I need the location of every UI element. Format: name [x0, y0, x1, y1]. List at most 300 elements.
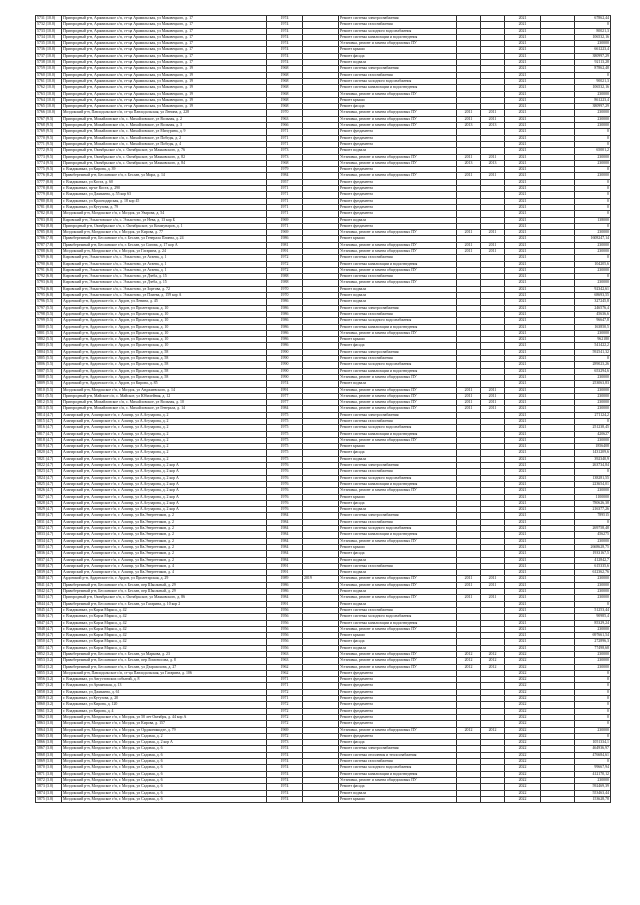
- cell-pl: 2021: [505, 589, 541, 595]
- cell-num: 5817 (4.7): [36, 431, 62, 437]
- cell-yr: 1991: [267, 570, 303, 576]
- cell-sum: 0: [575, 22, 611, 28]
- cell-pl: 2021: [505, 318, 541, 324]
- cell-pl: 2021: [505, 280, 541, 286]
- cell-sum: 230000: [575, 154, 611, 160]
- cell-y1: 2013: [457, 123, 481, 129]
- cell-num: 5833 (4.7): [36, 532, 62, 538]
- cell-sum: 230000: [575, 110, 611, 116]
- cell-addr: Алагирский р-н, Алагирское г/п, г. Алагир, ул А.Агузарова, д. 2: [62, 444, 267, 450]
- cell-yr: 1976: [267, 469, 303, 475]
- cell-work: Ремонт фундамента: [339, 677, 457, 683]
- cell-pl: 2021: [505, 356, 541, 362]
- cell-num: 5867 (3.0): [36, 746, 62, 752]
- cell-yr: 1975: [267, 450, 303, 456]
- cell-yr: 1971: [267, 696, 303, 702]
- cell-work: Ремонт системы электроснабжения: [339, 412, 457, 418]
- cell-addr: Правобережный р-н, Бесланское г/п, г. Беслан, ул Генерала Плиева, д. 24: [62, 236, 267, 242]
- table-row: [36, 796, 611, 802]
- cell-num: 5784 (8.0): [36, 223, 62, 229]
- cell-sum: 271124,2: [575, 412, 611, 418]
- cell-yr: 1974: [267, 381, 303, 387]
- cell-pl: 2021: [505, 305, 541, 311]
- cell-work: Ремонт фундамента: [339, 198, 457, 204]
- cell-sum: 77498,68: [575, 645, 611, 651]
- cell-addr: Алагирский р-н, Алагирское г/п, г. Алагир, ул Кв.Энергетиков, д. 2: [62, 557, 267, 563]
- cell-addr: Моздокский р-н, Моздокское г/п, г. Моздок, ул Кирова, д. 77: [62, 230, 267, 236]
- cell-pl: 2021: [505, 431, 541, 437]
- cell-y2: [481, 796, 505, 802]
- cell-addr: Пригородный р-н, Арамильское с/п, ст-ца Арамильская, ул Маковецкого, д. 17: [62, 16, 267, 22]
- cell-addr: Пригородный р-н, Михайловское с/п, с. Михайловское, ул Вольная, д. 3: [62, 123, 267, 129]
- cell-yr: 1963: [267, 651, 303, 657]
- cell-pl: 2021: [505, 135, 541, 141]
- cell-yr: 1968: [267, 85, 303, 91]
- cell-addr: Правобережный р-н, Бесланское г/п, г. Беслан, пер Школьный, д. 29: [62, 589, 267, 595]
- cell-yr: 1972: [267, 267, 303, 273]
- cell-num: 5830 (4.7): [36, 513, 62, 519]
- cell-addr: Моздокский р-н, Моздокское г/п, г. Моздок, ул Садовая, д. 6: [62, 759, 267, 765]
- cell-yr: 1968: [267, 97, 303, 103]
- cell-addr: Кировский р-н, Эльхотовское с/п, с. Эльхотово, ул Дзеба, д. 15: [62, 280, 267, 286]
- cell-work: Ремонт фундамента: [339, 733, 457, 739]
- cell-work: Установка, ремонт и замена общедомовых ПУ: [339, 488, 457, 494]
- cell-addr: Ардонский р-н, Ардонское г/п, г. Ардон, ул Ленина, д. 45: [62, 299, 267, 305]
- cell-yr: 1970: [267, 286, 303, 292]
- cell-work: Установка, ремонт и замена общедомовых ПУ: [339, 248, 457, 254]
- cell-yr: 1968: [267, 66, 303, 72]
- cell-sum: 0: [575, 167, 611, 173]
- cell-work: Установка, ремонт и замена общедомовых ПУ: [339, 538, 457, 544]
- cell-work: Ремонт фасада: [339, 639, 457, 645]
- cell-num: 5857 (3.2): [36, 683, 62, 689]
- cell-pl: 2021: [505, 538, 541, 544]
- cell-addr: Правобережный р-н, Бесланское г/п, г. Беслан, ул Дзарахохова, д. 27: [62, 664, 267, 670]
- cell-y1: 2011: [457, 582, 481, 588]
- cell-pl: 2022: [505, 651, 541, 657]
- cell-sum: 230000: [575, 777, 611, 783]
- cell-sum: 230000: [575, 651, 611, 657]
- cell-pl: 2021: [505, 494, 541, 500]
- cell-sum: 153628,78: [575, 796, 611, 802]
- cell-addr: Моздокский р-н, Моздокское г/п, г. Моздок, ул Садовая, д. 6: [62, 796, 267, 802]
- cell-yr: 1986: [267, 299, 303, 305]
- cell-work: Ремонт системы электроснабжения: [339, 513, 457, 519]
- cell-num: 5804 (5.5): [36, 349, 62, 355]
- cell-num: 5841 (4.7): [36, 582, 62, 588]
- cell-work: Ремонт системы канализации и водоотведения: [339, 532, 457, 538]
- cell-work: Ремонт фундамента: [339, 179, 457, 185]
- cell-pl: 2022: [505, 784, 541, 790]
- cell-work: Ремонт фасада: [339, 740, 457, 746]
- cell-sum: 230000: [575, 280, 611, 286]
- cell-pl: 2021: [505, 248, 541, 254]
- cell-addr: Кировский р-н, Эльхотовское с/п, с. Эльхотово, ул Агаева, д. 1: [62, 255, 267, 261]
- cell-work: Ремонт системы холодного водоснабжения: [339, 526, 457, 532]
- cell-addr: Пригородный р-н, Арамильское с/п, ст-ца Арамильская, ул Маковецкого, д. 17: [62, 41, 267, 47]
- cell-addr: Правобережный р-н, Бесланское г/п, г. Беслан, ул Маркова, д. 23: [62, 651, 267, 657]
- cell-yr: 1990: [267, 368, 303, 374]
- cell-yr: 1981: [267, 242, 303, 248]
- cell-work: Ремонт крыши: [339, 796, 457, 802]
- cell-work: Установка, ремонт и замена общедомовых ПУ: [339, 727, 457, 733]
- cell-sum: 67862,44: [575, 16, 611, 22]
- cell-num: 5822 (4.7): [36, 463, 62, 469]
- cell-sum: 0: [575, 141, 611, 147]
- cell-num: 5856 (3.2): [36, 677, 62, 683]
- cell-sum: 962180: [575, 337, 611, 343]
- cell-addr: г. Владикавказ, ул Коста, д. 60: [62, 179, 267, 185]
- cell-yr: 1976: [267, 475, 303, 481]
- cell-num: 5808 (5.5): [36, 374, 62, 380]
- cell-addr: Пригородный р-н, Арамильское с/п, ст-ца Арамильская, ул Маковецкого, д. 17: [62, 53, 267, 59]
- cell-work: Ремонт подвала: [339, 601, 457, 607]
- cell-num: 5820 (4.7): [36, 450, 62, 456]
- cell-num: 5814 (4.7): [36, 412, 62, 418]
- cell-y2: 2011: [481, 406, 505, 412]
- cell-addr: Алагирский р-н, Алагирское г/п, г. Алагир, ул А.Агузарова, д. 2 кор А: [62, 475, 267, 481]
- cell-work: Ремонт системы холодного водоснабжения: [339, 318, 457, 324]
- cell-work: Ремонт системы газоснабжения: [339, 356, 457, 362]
- cell-sum: 0: [575, 135, 611, 141]
- cell-y1: 2011: [457, 173, 481, 179]
- cell-yr: 1969: [267, 230, 303, 236]
- cell-work: Установка, ремонт и замена общедомовых ПУ: [339, 123, 457, 129]
- cell-work: Установка, ремонт и замена общедомовых ПУ: [339, 374, 457, 380]
- cell-pl: 2021: [505, 381, 541, 387]
- cell-sum: 380997,29: [575, 104, 611, 110]
- cell-addr: Алагирский р-н, Алагирское г/п, г. Алагир, ул Кв.Энергетиков, д. 2: [62, 538, 267, 544]
- cell-yr: 1991: [267, 601, 303, 607]
- cell-y1: 2011: [457, 595, 481, 601]
- cell-yr: 1971: [267, 129, 303, 135]
- cell-addr: г. Владикавказ, ул Кирова, д. 120: [62, 702, 267, 708]
- cell-pl: 2022: [505, 708, 541, 714]
- cell-pl: 2021: [505, 97, 541, 103]
- cell-num: 5764 (10.0): [36, 97, 62, 103]
- cell-num: 5829 (4.7): [36, 507, 62, 513]
- cell-sum: 230000: [575, 116, 611, 122]
- cell-yr: 1956: [267, 614, 303, 620]
- cell-y2: 2011: [481, 154, 505, 160]
- cell-sum: 0: [575, 274, 611, 280]
- cell-work: Ремонт системы газоснабжения: [339, 72, 457, 78]
- cell-yr: 1973: [267, 148, 303, 154]
- cell-num: 5810 (5.5): [36, 387, 62, 393]
- cell-addr: Алагирский р-н, Алагирское г/п, г. Алагир, ул А.Агузарова, д. 2 кор А: [62, 494, 267, 500]
- cell-pl: 2021: [505, 167, 541, 173]
- cell-num: 5875 (3.0): [36, 796, 62, 802]
- cell-addr: Моздокский р-н, Моздокское г/п, г. Моздок, ул Садовая, д. 6: [62, 752, 267, 758]
- cell-work: Установка, ремонт и замена общедомовых ПУ: [339, 110, 457, 116]
- cell-pl: 2022: [505, 733, 541, 739]
- cell-sum: 412170,12: [575, 771, 611, 777]
- cell-pl: 2021: [505, 123, 541, 129]
- cell-addr: г. Владикавказ, ул Армянская, д. 13: [62, 683, 267, 689]
- cell-num: 5854 (3.2): [36, 664, 62, 670]
- cell-work: Ремонт системы холодного водоснабжения: [339, 475, 457, 481]
- cell-sum: 230000: [575, 267, 611, 273]
- cell-y2: 2011: [481, 387, 505, 393]
- cell-sum: 1051334,1: [575, 740, 611, 746]
- cell-pl: 2021: [505, 507, 541, 513]
- cell-yr: 1975: [267, 437, 303, 443]
- cell-num: 5731 (10.0): [36, 16, 62, 22]
- cell-pl: 2021: [505, 582, 541, 588]
- cell-addr: Алагирский р-н, Алагирское г/п, г. Алагир, ул А.Агузарова, д. 2 кор А: [62, 469, 267, 475]
- cell-pl: 2021: [505, 551, 541, 557]
- cell-addr: Кировский р-н, Эльхотовское с/п, с. Эльхотово, ул Агаева, д. 1: [62, 267, 267, 273]
- cell-addr: Моздокский р-н, Моздокское г/п, г. Моздок, ул Садовая, д. 2: [62, 733, 267, 739]
- cell-yr: 1974: [267, 16, 303, 22]
- cell-work: Ремонт крыши: [339, 633, 457, 639]
- cell-pl: 2021: [505, 85, 541, 91]
- cell-num: 5825 (4.7): [36, 481, 62, 487]
- cell-sum: 380997,29: [575, 53, 611, 59]
- cell-y2: 2012: [481, 651, 505, 657]
- cell-yr: 1991: [267, 248, 303, 254]
- cell-addr: Ардонский р-н, Ардонское г/п, г. Ардон, ул Пролетарская, д. 58: [62, 374, 267, 380]
- cell-sum: 230000: [575, 727, 611, 733]
- cell-yr: 1971: [267, 683, 303, 689]
- cell-work: Ремонт системы газоснабжения: [339, 311, 457, 317]
- cell-sum: 106532,16: [575, 34, 611, 40]
- cell-pl: 2022: [505, 771, 541, 777]
- cell-work: Ремонт системы холодного водоснабжения: [339, 614, 457, 620]
- cell-pl: 2021: [505, 425, 541, 431]
- cell-yr: 1988: [267, 274, 303, 280]
- cell-pl: 2021: [505, 28, 541, 34]
- cell-pl: 2022: [505, 689, 541, 695]
- cell-pl: 2021: [505, 463, 541, 469]
- cell-num: 5783 (8.0): [36, 217, 62, 223]
- cell-addr: Пригородный р-н, Октябрьское с/п, с. Октябрьское, ул Маяковского, д. 82: [62, 154, 267, 160]
- cell-addr: Алагирский р-н, Алагирское г/п, г. Алагир, ул Кв.Энергетиков, д. 2: [62, 544, 267, 550]
- cell-yr: 1986: [267, 330, 303, 336]
- cell-addr: Пригородный р-н, Октябрьское с/п, с. Октябрьское, ул Маяковского, д. 84: [62, 160, 267, 166]
- cell-sum: 230000: [575, 374, 611, 380]
- cell-num: 5775 (9.5): [36, 167, 62, 173]
- cell-pl: 2021: [505, 412, 541, 418]
- cell-addr: Пригородный р-н, Арамильское с/п, ст-ца Арамильская, ул Маковецкого, д. 19: [62, 85, 267, 91]
- cell-work: Установка, ремонт и замена общедомовых ПУ: [339, 777, 457, 783]
- cell-num: 5806 (5.5): [36, 362, 62, 368]
- cell-y1: 2011: [457, 387, 481, 393]
- cell-yr: 1974: [267, 28, 303, 34]
- cell-work: Ремонт фасада: [339, 53, 457, 59]
- cell-pl: 2021: [505, 204, 541, 210]
- cell-cy: 2019: [303, 576, 339, 582]
- cell-sum: 0: [575, 255, 611, 261]
- cell-addr: Ардонский р-н, Ардонское г/п, г. Ардон, ул Пролетарская, д. 10: [62, 311, 267, 317]
- cell-work: Ремонт фундамента: [339, 192, 457, 198]
- cell-num: 5848 (4.7): [36, 626, 62, 632]
- cell-work: Ремонт системы электроснабжения: [339, 349, 457, 355]
- cell-yr: 1956: [267, 639, 303, 645]
- cell-addr: г. Владикавказ, ул Краснодарская, д. 18 кор 45: [62, 198, 267, 204]
- cell-sum: 0: [575, 204, 611, 210]
- cell-num: 5851 (4.7): [36, 645, 62, 651]
- cell-sum: 230000: [575, 330, 611, 336]
- cell-work: Ремонт фундамента: [339, 721, 457, 727]
- cell-pl: 2022: [505, 777, 541, 783]
- cell-num: 5762 (10.0): [36, 85, 62, 91]
- cell-pl: 2022: [505, 796, 541, 802]
- cell-addr: Ардонский р-н, Ардонское г/п, г. Ардон, ул Пролетарская, д. 58: [62, 356, 267, 362]
- cell-pl: 2021: [505, 393, 541, 399]
- cell-work: Ремонт фундамента: [339, 223, 457, 229]
- cell-addr: Моздокский р-н, Моздокское г/п, г. Моздок, ул Садовая, д. 6: [62, 790, 267, 796]
- cell-yr: 1984: [267, 406, 303, 412]
- cell-pl: 2021: [505, 129, 541, 135]
- cell-addr: Пригородный р-н, Арамильское с/п, ст-ца Арамильская, ул Маковецкого, д. 19: [62, 91, 267, 97]
- cell-work: Ремонт фасада: [339, 104, 457, 110]
- cell-sum: 780626,38: [575, 500, 611, 506]
- cell-work: Ремонт фасада: [339, 450, 457, 456]
- cell-work: Установка, ремонт и замена общедомовых ПУ: [339, 406, 457, 412]
- cell-num: 5838 (4.7): [36, 563, 62, 569]
- cell-pl: 2021: [505, 400, 541, 406]
- cell-addr: г. Владикавказ, ул Карла Маркса, д. 42: [62, 639, 267, 645]
- cell-addr: Правобережный р-н, Бесланское г/п, г. Беслан, пер Ломоносова, д. 8: [62, 658, 267, 664]
- cell-work: Ремонт системы отопления и теплоснабжения: [339, 752, 457, 758]
- cell-work: Ремонт фасада: [339, 343, 457, 349]
- cell-sum: 251238,45: [575, 425, 611, 431]
- cell-yr: 1971: [267, 141, 303, 147]
- cell-num: 5855 (3.2): [36, 670, 62, 676]
- cell-work: Ремонт фундамента: [339, 702, 457, 708]
- cell-work: Установка, ремонт и замена общедомовых ПУ: [339, 230, 457, 236]
- cell-num: 5798 (5.5): [36, 311, 62, 317]
- cell-sum: 553463,44: [575, 790, 611, 796]
- cell-work: Ремонт фасада: [339, 551, 457, 557]
- cell-sum: 138000: [575, 217, 611, 223]
- cell-pl: 2021: [505, 645, 541, 651]
- cell-yr: 1984: [267, 551, 303, 557]
- cell-addr: г. Владикавказ, ул Кутузова, д. 79: [62, 204, 267, 210]
- cell-num: 5767 (9.5): [36, 116, 62, 122]
- cell-pl: 2021: [505, 557, 541, 563]
- cell-sum: 0: [575, 223, 611, 229]
- cell-pl: 2021: [505, 500, 541, 506]
- cell-num: 5809 (5.5): [36, 381, 62, 387]
- cell-pl: 2021: [505, 519, 541, 525]
- cell-num: 5871 (3.0): [36, 771, 62, 777]
- cell-num: 5789 (6.0): [36, 255, 62, 261]
- cell-addr: Кировский р-н, Эльхотовское с/п, с. Эльхотово, ул Нева, д. 13 кор Б: [62, 217, 267, 223]
- cell-y2: 2011: [481, 248, 505, 254]
- cell-sum: 0: [575, 702, 611, 708]
- cell-yr: 1986: [267, 343, 303, 349]
- cell-yr: 1972: [267, 721, 303, 727]
- cell-yr: 1969: [267, 727, 303, 733]
- cell-sum: 861223,4: [575, 97, 611, 103]
- cell-num: 5790 (6.0): [36, 261, 62, 267]
- cell-yr: 1977: [267, 400, 303, 406]
- cell-addr: Правобережный р-н, Бесланское г/п, г. Беслан, пер Школьный, д. 29: [62, 582, 267, 588]
- cell-yr: 1972: [267, 255, 303, 261]
- cell-yr: 1972: [267, 702, 303, 708]
- cell-yr: 1956: [267, 645, 303, 651]
- cell-work: Установка, ремонт и замена общедомовых ПУ: [339, 267, 457, 273]
- cell-num: 5772 (9.5): [36, 148, 62, 154]
- cell-sum: 412842,7: [575, 557, 611, 563]
- cell-pl: 2021: [505, 563, 541, 569]
- cell-sum: 230000: [575, 393, 611, 399]
- cell-yr: 1986: [267, 311, 303, 317]
- cell-sum: 253063,83: [575, 381, 611, 387]
- cell-addr: Алагирский р-н, Алагирское г/п, г. Алагир, ул Кв.Энергетиков, д. 4: [62, 563, 267, 569]
- cell-num: 5862 (3.0): [36, 714, 62, 720]
- cell-yr: 1984: [267, 595, 303, 601]
- cell-addr: г. Владикавказ, ул Карла Маркса, д. 42: [62, 633, 267, 639]
- cell-work: Ремонт системы электроснабжения: [339, 746, 457, 752]
- cell-pl: 2021: [505, 286, 541, 292]
- cell-num: 5866 (3.0): [36, 740, 62, 746]
- cell-pl: 2021: [505, 110, 541, 116]
- cell-yr: 1986: [267, 337, 303, 343]
- cell-work: Ремонт системы холодного водоснабжения: [339, 425, 457, 431]
- cell-work: Установка, ремонт и замена общедомовых ПУ: [339, 393, 457, 399]
- cell-num: 5813 (5.5): [36, 406, 62, 412]
- cell-sum: 0: [575, 198, 611, 204]
- cell-work: Установка, ремонт и замена общедомовых ПУ: [339, 242, 457, 248]
- cell-sum: 0: [575, 419, 611, 425]
- cell-yr: 1966: [267, 123, 303, 129]
- cell-num: 5779 (8.0): [36, 192, 62, 198]
- cell-addr: Ардонский р-н, Ардонское г/п, г. Ардон, ул Кирова, д. 85: [62, 381, 267, 387]
- cell-num: 5796 (5.5): [36, 299, 62, 305]
- cell-yr: 1986: [267, 305, 303, 311]
- cell-pl: 2021: [505, 349, 541, 355]
- cell-yr: 1963: [267, 658, 303, 664]
- cell-sum: 90021,3: [575, 78, 611, 84]
- cell-addr: Моздокский р-н, Павлодольское с/п, ст-ца Павлодольская, ул Гагарина, д. 106: [62, 670, 267, 676]
- cell-ex: [541, 796, 575, 802]
- cell-work: Ремонт подвала: [339, 645, 457, 651]
- cell-sum: 230000: [575, 589, 611, 595]
- cell-work: Ремонт подвала: [339, 507, 457, 513]
- cell-work: Ремонт системы газоснабжения: [339, 255, 457, 261]
- cell-sum: 0: [575, 211, 611, 217]
- cell-sum: 0: [575, 677, 611, 683]
- cell-pl: 2021: [505, 513, 541, 519]
- cell-pl: 2021: [505, 186, 541, 192]
- cell-work: Ремонт крыши: [339, 47, 457, 53]
- cell-yr: 1974: [267, 777, 303, 783]
- cell-pl: 2022: [505, 765, 541, 771]
- cell-sum: 263734,84: [575, 463, 611, 469]
- cell-work: Установка, ремонт и замена общедомовых ПУ: [339, 116, 457, 122]
- cell-work: Ремонт крыши: [339, 444, 457, 450]
- cell-addr: Алагирский р-н, Алагирское г/п, г. Алагир, ул А.Агузарова, д. 2 кор А: [62, 507, 267, 513]
- cell-y2: 2011: [481, 173, 505, 179]
- cell-num: 5828 (4.7): [36, 500, 62, 506]
- cell-num: 5801 (5.5): [36, 330, 62, 336]
- cell-work: Ремонт подвала: [339, 456, 457, 462]
- cell-yr: 1984: [267, 544, 303, 550]
- cell-num: 5836 (4.7): [36, 551, 62, 557]
- cell-sum: 96647,8: [575, 318, 611, 324]
- cell-y2: 2011: [481, 116, 505, 122]
- cell-yr: 1974: [267, 765, 303, 771]
- cell-pl: 2021: [505, 456, 541, 462]
- cell-work: Ремонт системы холодного водоснабжения: [339, 28, 457, 34]
- cell-sum: 230000: [575, 437, 611, 443]
- cell-work: Ремонт фундамента: [339, 167, 457, 173]
- cell-y2: 2011: [481, 230, 505, 236]
- cell-num: 5872 (3.0): [36, 777, 62, 783]
